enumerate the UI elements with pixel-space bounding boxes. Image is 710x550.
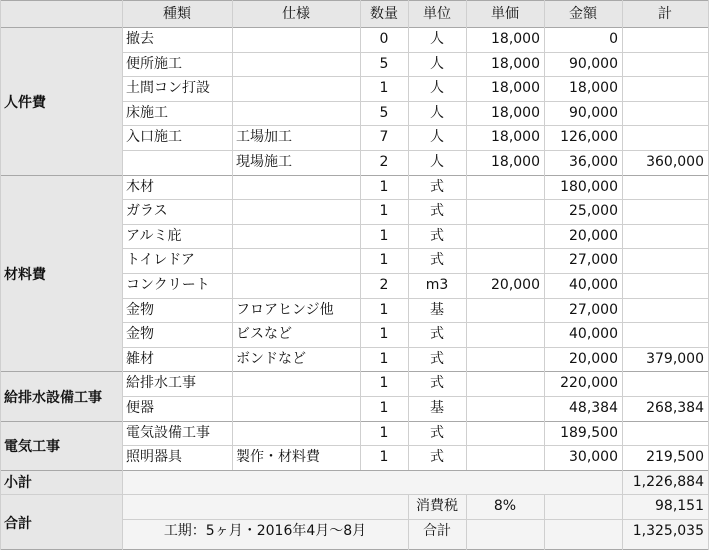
grid-line (0, 175, 708, 176)
item-price (466, 421, 544, 446)
header-unit: 単位 (423, 6, 451, 22)
grid-line (466, 0, 467, 470)
item-qty: 2 (379, 277, 389, 293)
item-type (122, 150, 232, 175)
item-spec (232, 76, 360, 101)
item-price: 18,000 (491, 55, 540, 72)
item-price (466, 371, 544, 396)
item-spec (232, 396, 360, 421)
grid-line (122, 322, 708, 323)
item-unit: 式 (430, 326, 444, 343)
item-spec (232, 52, 360, 77)
item-unit: 式 (430, 449, 444, 466)
item-qty: 1 (379, 178, 389, 195)
item-spec (232, 27, 360, 52)
item-unit: 式 (430, 178, 444, 195)
item-type: ガラス (126, 203, 168, 220)
item-unit: 人 (430, 104, 444, 121)
item-amount: 20,000 (569, 227, 618, 244)
item-type: 便器 (126, 400, 154, 416)
item-qty: 1 (379, 203, 389, 220)
grid-line (622, 0, 623, 550)
item-unit: 基 (430, 301, 444, 318)
item-total (622, 101, 708, 126)
item-total (622, 421, 708, 446)
item-price (466, 224, 544, 249)
item-price: 18,000 (491, 129, 540, 146)
item-type: 雑材 (126, 350, 154, 367)
item-amount: 220,000 (560, 375, 618, 392)
item-total (622, 371, 708, 396)
item-qty: 1 (379, 301, 389, 318)
grid-line (122, 273, 708, 274)
item-unit: 人 (430, 129, 444, 146)
item-type: 撤去 (126, 31, 154, 47)
item-total: 219,500 (646, 449, 704, 466)
grid-line (122, 298, 708, 299)
item-amount: 40,000 (569, 277, 618, 293)
item-type: 便所施工 (126, 55, 182, 72)
grid-line (122, 224, 708, 225)
item-qty: 1 (379, 424, 389, 441)
item-price (466, 396, 544, 421)
item-unit: 人 (430, 31, 444, 47)
item-total (622, 76, 708, 101)
item-qty: 2 (379, 154, 389, 170)
item-type: 金物 (126, 326, 154, 343)
item-total (622, 125, 708, 150)
item-qty: 1 (379, 400, 389, 416)
item-amount: 90,000 (569, 104, 618, 121)
item-spec: 現場施工 (236, 154, 292, 170)
subtotal-value: 1,226,884 (632, 473, 704, 490)
item-qty: 7 (379, 129, 389, 146)
item-type: 電気設備工事 (126, 424, 210, 441)
item-price: 18,000 (491, 80, 540, 97)
grid-line (122, 248, 708, 249)
item-type: トイレドア (126, 252, 195, 269)
item-type: アルミ庇 (126, 227, 182, 244)
item-qty: 1 (379, 375, 389, 392)
item-price (466, 248, 544, 273)
item-amount: 0 (609, 31, 618, 47)
item-unit: 人 (430, 55, 444, 72)
grid-line (360, 0, 361, 470)
item-total: 379,000 (646, 350, 704, 367)
grid-line (408, 0, 409, 470)
item-qty: 1 (379, 350, 389, 367)
item-unit: 式 (430, 227, 444, 244)
item-unit: 式 (430, 252, 444, 269)
grid-line (0, 0, 1, 550)
item-type: コンクリート (126, 277, 210, 293)
group-label: 材料費 (4, 267, 46, 283)
item-total (622, 248, 708, 273)
grid-line (544, 0, 545, 470)
grid-line (0, 421, 708, 422)
grid-line (0, 371, 708, 372)
item-amount: 27,000 (569, 301, 618, 318)
header-price: 単価 (491, 6, 519, 22)
item-spec (232, 273, 360, 298)
item-price (466, 445, 544, 470)
item-price: 18,000 (491, 104, 540, 121)
item-type: 木材 (126, 178, 154, 195)
item-qty: 1 (379, 227, 389, 244)
item-price (466, 199, 544, 224)
item-price (466, 175, 544, 200)
item-price: 18,000 (491, 154, 540, 170)
tax-rate: 8% (493, 498, 517, 515)
item-qty: 5 (379, 104, 389, 121)
item-price: 18,000 (491, 31, 540, 47)
item-qty: 1 (379, 252, 389, 269)
item-type: 金物 (126, 301, 154, 318)
grid-line (122, 101, 708, 102)
grid-line (0, 27, 708, 28)
item-qty: 5 (379, 55, 389, 72)
item-amount: 18,000 (569, 80, 618, 97)
item-total: 360,000 (646, 154, 704, 170)
header-qty: 数量 (370, 6, 398, 22)
item-spec (232, 175, 360, 200)
item-qty: 1 (379, 449, 389, 466)
item-price: 20,000 (491, 277, 540, 293)
item-total (622, 52, 708, 77)
item-spec: ビスなど (236, 326, 292, 343)
grid-line (466, 494, 467, 550)
item-qty: 1 (379, 326, 389, 343)
grid-line (232, 0, 233, 470)
grid-line (122, 0, 123, 550)
item-unit: 基 (430, 400, 444, 416)
item-unit: 式 (430, 350, 444, 367)
item-unit: 人 (430, 154, 444, 170)
grid-line (0, 0, 708, 1)
item-spec (232, 224, 360, 249)
grand-total-label: 合計 (423, 523, 451, 539)
subtotal-label: 小計 (4, 474, 32, 491)
item-type: 給排水工事 (126, 375, 196, 392)
item-total (622, 298, 708, 323)
header-amount: 金額 (569, 6, 597, 22)
grid-line (0, 494, 122, 495)
grid-line (122, 519, 708, 520)
item-price (466, 347, 544, 372)
item-amount: 25,000 (569, 203, 618, 220)
grid-line (122, 494, 708, 495)
grid-line (0, 470, 708, 471)
header-type: 種類 (163, 6, 191, 22)
item-amount: 30,000 (569, 449, 618, 466)
item-total (622, 27, 708, 52)
group-label: 電気工事 (4, 439, 60, 456)
grand-total-value: 1,325,035 (632, 523, 704, 539)
item-total (622, 273, 708, 298)
grid-line (122, 150, 708, 151)
item-total (622, 175, 708, 200)
item-amount: 40,000 (569, 326, 618, 343)
grid-line (408, 494, 409, 550)
item-total (622, 199, 708, 224)
item-qty: 0 (379, 31, 389, 47)
item-amount: 48,384 (569, 400, 618, 416)
total-label: 合計 (4, 516, 32, 533)
construction-period: 工期：5ヶ月・2016年4月〜8月 (163, 523, 367, 539)
grid-line (122, 52, 708, 53)
item-amount: 180,000 (560, 178, 618, 195)
item-unit: m3 (425, 277, 449, 293)
group-label: 給排水設備工事 (4, 390, 102, 406)
item-amount: 27,000 (569, 252, 618, 269)
group-label: 人件費 (4, 94, 46, 111)
item-amount: 20,000 (569, 350, 618, 367)
grid-line (708, 0, 709, 550)
item-qty: 1 (379, 80, 389, 97)
item-spec (232, 199, 360, 224)
item-spec: フロアヒンジ他 (236, 301, 334, 318)
item-unit: 式 (430, 203, 444, 220)
grid-line (122, 396, 708, 397)
grid-line (122, 347, 708, 348)
item-price (466, 322, 544, 347)
item-amount: 36,000 (569, 154, 618, 170)
header-total: 計 (658, 6, 672, 22)
grid-line (544, 494, 545, 550)
tax-value: 98,151 (655, 498, 704, 515)
item-price (466, 298, 544, 323)
item-type: 照明器具 (126, 449, 182, 466)
grid-line (122, 199, 708, 200)
item-type: 土間コン打設 (126, 80, 210, 97)
item-spec: ボンドなど (236, 350, 306, 367)
item-unit: 式 (430, 424, 444, 441)
item-spec (232, 371, 360, 396)
item-unit: 式 (430, 375, 444, 392)
item-type: 入口施工 (126, 129, 182, 146)
item-unit: 人 (430, 80, 444, 97)
item-total (622, 224, 708, 249)
item-amount: 126,000 (560, 129, 618, 146)
item-total (622, 322, 708, 347)
tax-label: 消費税 (416, 498, 458, 515)
header-spec: 仕様 (282, 6, 310, 22)
grid-line (122, 125, 708, 126)
item-amount: 90,000 (569, 55, 618, 72)
item-spec (232, 421, 360, 446)
item-spec: 工場加工 (236, 129, 292, 146)
item-type: 床施工 (126, 104, 168, 121)
grid-line (122, 445, 708, 446)
item-total: 268,384 (646, 400, 704, 416)
item-amount: 189,500 (560, 424, 618, 441)
item-spec: 製作・材料費 (236, 449, 320, 466)
grid-line (122, 76, 708, 77)
item-spec (232, 248, 360, 273)
item-spec (232, 101, 360, 126)
